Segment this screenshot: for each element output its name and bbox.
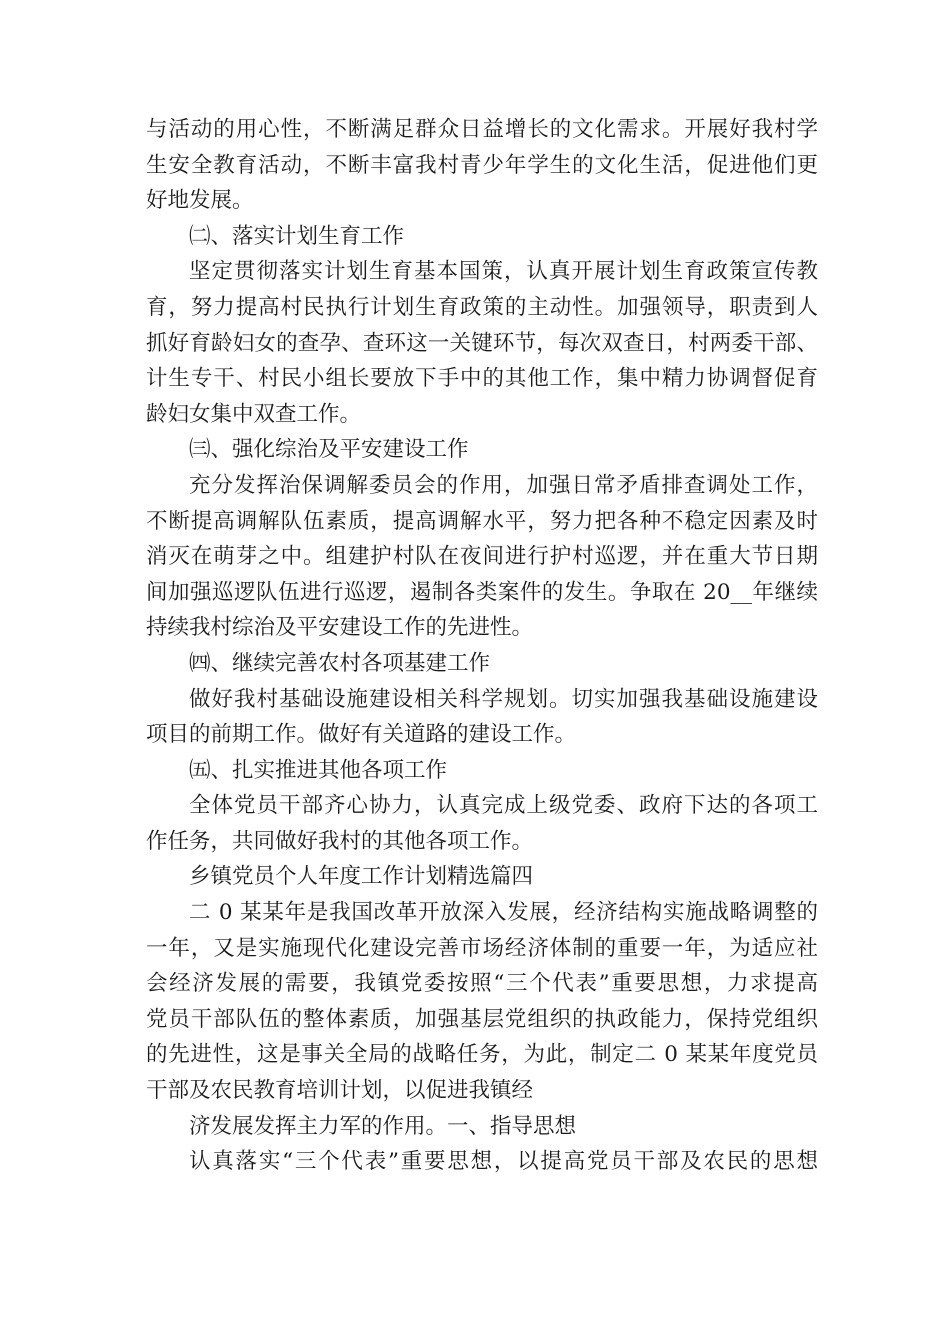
text-line: 育，努力提高村民执行计划生育政策的主动性。加强领导，职责到人 [146,294,818,320]
text-line: 间加强巡逻队伍进行巡逻，遏制各类案件的发生。争取在 20__年继续 [146,579,818,605]
text-line: 与活动的用心性，不断满足群众日益增长的文化需求。开展好我村学 [146,117,818,142]
text-line: 济发展发挥主力军的作用。一、指导思想 [189,1113,577,1139]
text-line: 计生专干、村民小组长要放下手中的其他工作，集中精力协调督促育 [146,366,818,392]
text-line: 作任务，共同做好我村的其他各项工作。 [146,828,534,854]
text-line: 二 0 某某年是我国改革开放深入发展，经济结构实施战略调整的 [189,900,818,926]
text-line: 抓好育龄妇女的查孕、查环这一关键环节，每次双查日，村两委干部、 [146,330,818,356]
text-line: 会经济发展的需要，我镇党委按照“三个代表”重要思想，力求提高 [146,971,818,997]
text-line: 乡镇党员个人年度工作计划精选篇四 [189,864,534,890]
text-line: 坚定贯彻落实计划生育基本国策，认真开展计划生育政策宣传教 [189,259,818,285]
document-body [146,112,818,1180]
text-line: 做好我村基础设施建设相关科学规划。切实加强我基础设施建设 [189,686,818,712]
text-line: ㈢、强化综治及平安建设工作 [189,437,469,463]
text-line: 持续我村综治及平安建设工作的先进性。 [146,615,534,641]
text-line: 认真落实“三个代表”重要思想，以提高党员干部及农民的思想 [189,1149,818,1175]
text-line: 全体党员干部齐心协力，认真完成上级党委、政府下达的各项工 [189,793,818,819]
text-line: ㈡、落实计划生育工作 [189,223,405,249]
text-line: 消灭在萌芽之中。组建护村队在夜间进行护村巡逻，并在重大节日期 [146,544,818,570]
text-line: 干部及农民教育培训计划，以促进我镇经 [146,1078,534,1104]
text-line: ㈣、继续完善农村各项基建工作 [189,650,491,676]
text-line: 龄妇女集中双查工作。 [146,401,362,427]
text-line: 好地发展。 [146,188,254,214]
text-line: 项目的前期工作。做好有关道路的建设工作。 [146,722,577,748]
text-line: 不断提高调解队伍素质，提高调解水平，努力把各种不稳定因素及时 [146,508,818,534]
text-line: 的先进性，这是事关全局的战略任务，为此，制定二 0 某某年度党员 [146,1042,818,1068]
text-line: ㈤、扎实推进其他各项工作 [189,757,448,783]
text-line: 生安全教育活动，不断丰富我村青少年学生的文化生活，促进他们更 [146,152,818,178]
text-line: 充分发挥治保调解委员会的作用，加强日常矛盾排查调处工作， [189,472,818,498]
text-line: 党员干部队伍的整体素质，加强基层党组织的执政能力，保持党组织 [146,1006,818,1032]
text-line: 一年，又是实施现代化建设完善市场经济体制的重要一年，为适应社 [146,935,818,961]
